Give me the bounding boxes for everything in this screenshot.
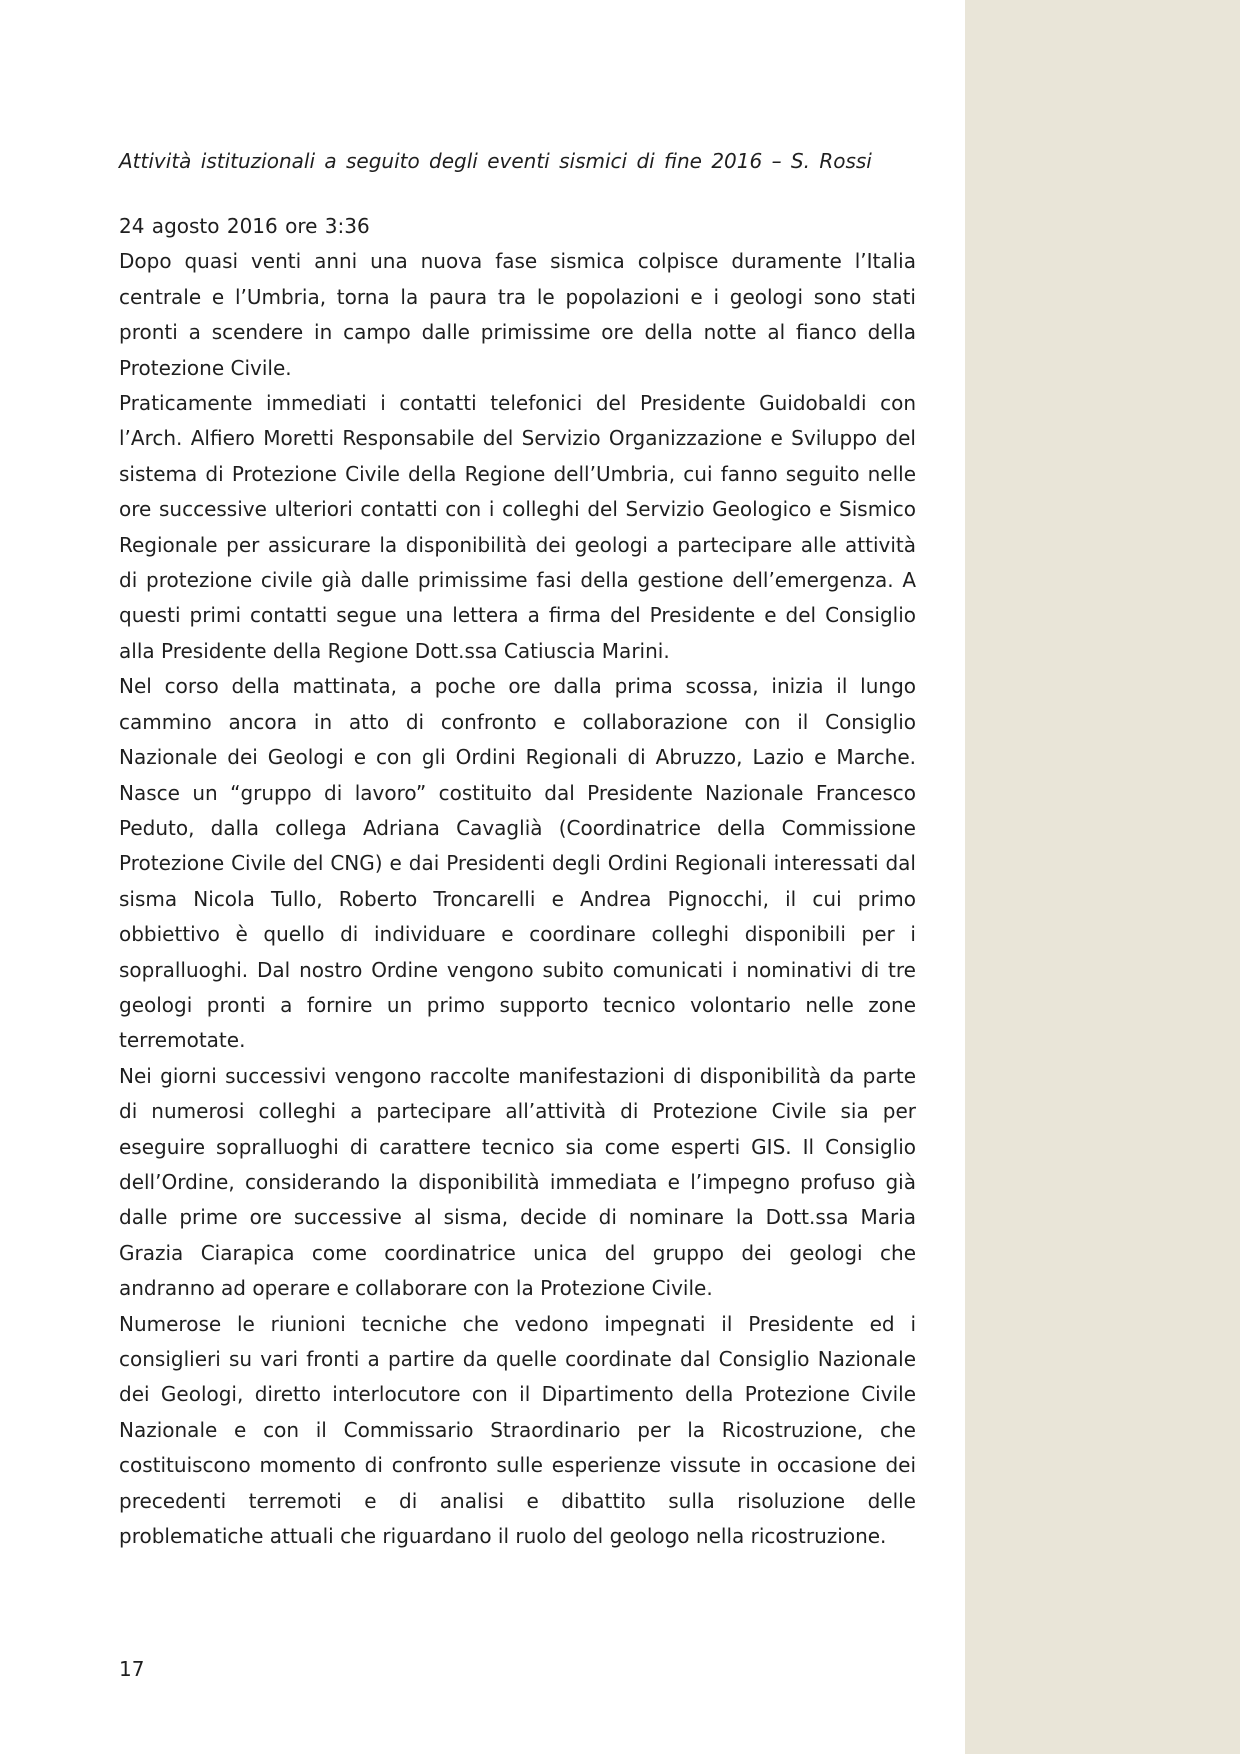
article-body: [119, 209, 916, 1554]
page-margin-band: [965, 0, 1240, 1754]
page-number: 17: [119, 1657, 145, 1681]
paragraph: Nel corso della mattinata, a poche ore dalla prima scossa, inizia il lungo cammino ancora in atto di confronto e collaborazione con il Consiglio Nazionale dei Geologi e con gli Ordini Regionali di Abruzzo, Lazio e Marche. Nasce un “gruppo di lavoro” costituito dal Presidente Nazionale Francesco Peduto, dalla collega Adriana Cavaglià (Coordinatrice della Commissione Protezione Civile del CNG) e dai Presidenti degli Ordini Regionali interessati dal sisma Nicola Tullo, Roberto Troncarelli e Andrea Pignocchi, il cui primo obbiettivo è quello di individuare e coordinare colleghi disponibili per i sopralluoghi. Dal nostro Ordine vengono subito comunicati i nominativi di tre geologi pronti a fornire un primo supporto tecnico volontario nelle zone terremotate.: [119, 674, 916, 1053]
paragraph: Numerose le riunioni tecniche che vedono impegnati il Presidente ed i consiglieri su vari fronti a partire da quelle coordinate dal Consiglio Nazionale dei Geologi, diretto interlocutore con il Dipartimento della Protezione Civile Nazionale e con il Commissario Straordinario per la Ricostruzione, che costituiscono momento di confronto sulle esperienze vissute in occasione dei precedenti terremoti e di analisi e dibattito sulla risoluzione delle problematiche attuali che riguardano il ruolo del geologo nella ricostruzione.: [119, 1311, 916, 1549]
running-header: Attività istituzionali a seguito degli eventi sismici di fine 2016 – S. Rossi: [119, 149, 872, 173]
paragraph: Nei giorni successivi vengono raccolte manifestazioni di disponibilità da parte di numerosi colleghi a partecipare all’attività di Protezione Civile sia per eseguire sopralluoghi di carattere tecnico sia come esperti GIS. Il Consiglio dell’Ordine, considerando la disponibilità immediata e l’impegno profuso già dalle prime ore successive al sisma, decide di nominare la Dott.ssa Maria Grazia Ciarapica come coordinatrice unica del gruppo dei geologi che andranno ad operare e collaborare con la Protezione Civile.: [119, 1063, 916, 1301]
article-date: 24 agosto 2016 ore 3:36: [119, 214, 370, 238]
paragraph: Praticamente immediati i contatti telefonici del Presidente Guidobaldi con l’Arch. Alfiero Moretti Responsabile del Servizio Organizzazione e Sviluppo del sistema di Protezione Civile della Regione dell’Umbria, cui fanno seguito nelle ore successive ulteriori contatti con i colleghi del Servizio Geologico e Sismico Regionale per assicurare la disponibilità dei geologi a partecipare alle attività di protezione civile già dalle primissime fasi della gestione dell’emergenza. A questi primi contatti segue una lettera a firma del Presidente e del Consiglio alla Presidente della Regione Dott.ssa Catiuscia Marini.: [119, 391, 916, 663]
paragraph: Dopo quasi venti anni una nuova fase sismica colpisce duramente l’Italia centrale e l’Umbria, torna la paura tra le popolazioni e i geologi sono stati pronti a scendere in campo dalle primissime ore della notte al fianco della Protezione Civile.: [119, 249, 916, 380]
